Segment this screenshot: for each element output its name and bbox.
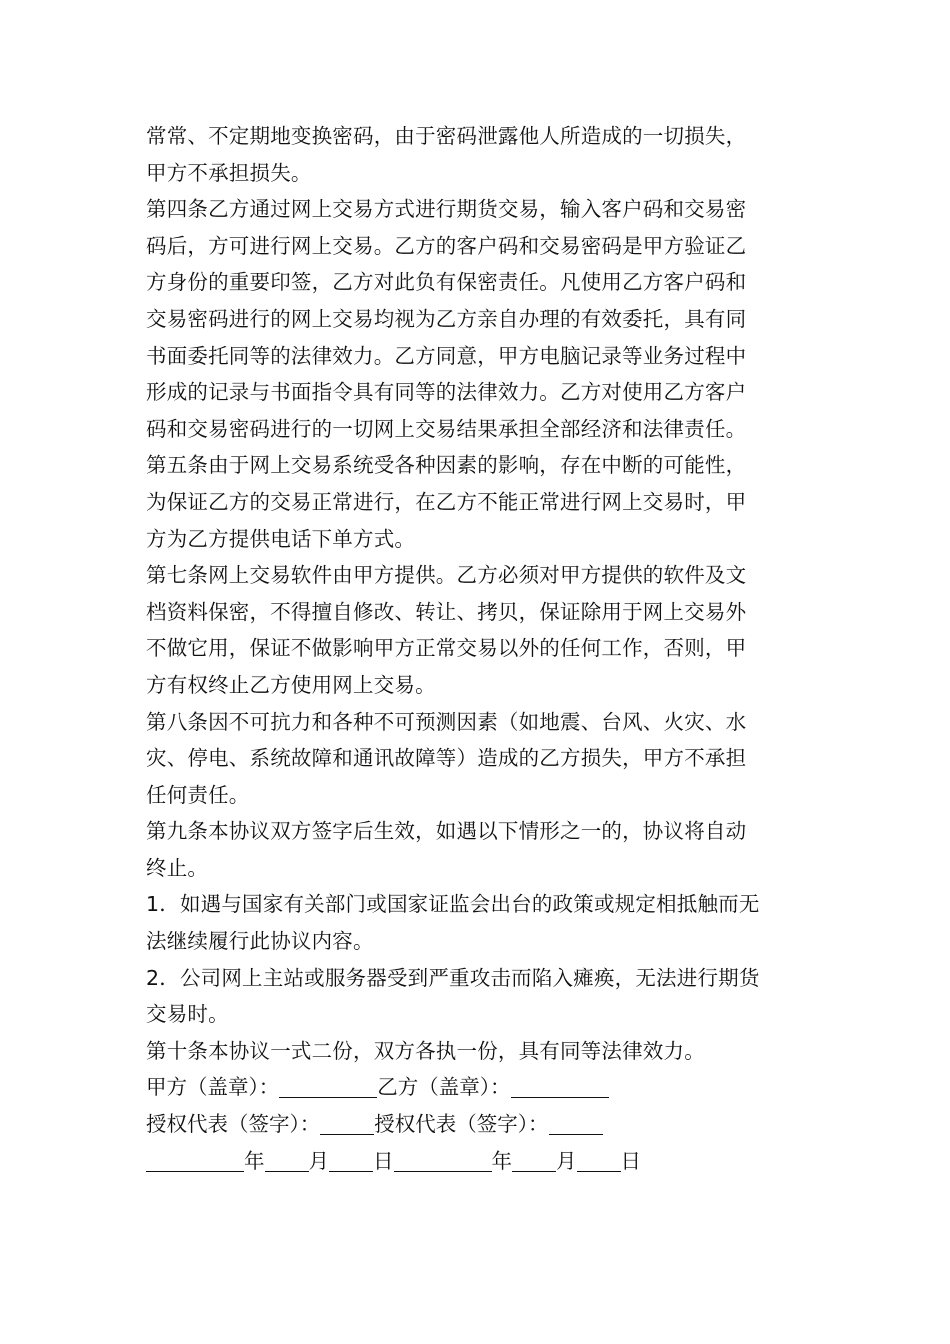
text-line: 档资料保密，不得擅自修改、转让、拷贝，保证除用于网上交易外: [146, 599, 747, 624]
text-line: 法继续履行此协议内容。: [146, 929, 374, 954]
text-line: 任何责任。: [146, 782, 250, 807]
list-item-1-line: 1．如遇与国家有关部门或国家证监会出台的政策或规定相抵触而无: [146, 892, 760, 917]
text-line: 常常、不定期地变换密码，由于密码泄露他人所造成的一切损失，: [146, 124, 747, 148]
text-line: 灾、停电、系统故障和通讯故障等）造成的乙方损失，甲方不承担: [146, 746, 747, 771]
month-label: 月: [308, 1148, 329, 1173]
party-a-day-blank[interactable]: [329, 1147, 373, 1172]
text-line: 书面委托同等的法律效力。乙方同意，甲方电脑记录等业务过程中: [146, 343, 747, 368]
seal-line: [146, 1069, 808, 1106]
text-line: 码和交易密码进行的一切网上交易结果承担全部经济和法律责任。: [146, 416, 747, 441]
list-item-2-line: 2．公司网上主站或服务器受到严重攻击而陷入瘫痪，无法进行期货: [146, 965, 760, 990]
year-label: 年: [244, 1148, 265, 1173]
text-line: 为保证乙方的交易正常进行，在乙方不能正常进行网上交易时，甲: [146, 489, 747, 514]
party-a-year-blank[interactable]: [146, 1147, 244, 1172]
text-line: 码后，方可进行网上交易。乙方的客户码和交易密码是甲方验证乙: [146, 233, 747, 258]
date-line: [146, 1143, 808, 1180]
party-b-rep-blank[interactable]: [549, 1110, 603, 1135]
text-line: 交易时。: [146, 1002, 229, 1027]
year-label: 年: [491, 1148, 512, 1173]
text-line: 终止。: [146, 855, 209, 880]
party-b-seal-blank[interactable]: [511, 1073, 609, 1098]
text-line: 方为乙方提供电话下单方式。: [146, 526, 416, 551]
clause-5-line: 第五条由于网上交易系统受各种因素的影响，存在中断的可能性，: [146, 453, 747, 478]
clause-9-line: 第九条本协议双方签字后生效，如遇以下情形之一的，协议将自动: [146, 819, 747, 844]
party-b-day-blank[interactable]: [577, 1147, 621, 1172]
party-a-seal-blank[interactable]: [279, 1073, 377, 1098]
party-b-seal-label: 乙方（盖章）：: [377, 1075, 511, 1100]
party-a-month-blank[interactable]: [265, 1147, 309, 1172]
party-b-month-blank[interactable]: [512, 1147, 556, 1172]
party-b-rep-label: 授权代表（签字）：: [374, 1112, 549, 1137]
text-line: 不做它用，保证不做影响甲方正常交易以外的任何工作，否则，甲: [146, 636, 747, 661]
text-line: 方身份的重要印签，乙方对此负有保密责任。凡使用乙方客户码和: [146, 270, 747, 295]
month-label: 月: [556, 1148, 577, 1173]
representative-line: [146, 1106, 808, 1143]
clause-8-line: 第八条因不可抗力和各种不可预测因素（如地震、台风、火灾、水: [146, 709, 747, 734]
clause-10-line: 第十条本协议一式二份，双方各执一份，具有同等法律效力。: [146, 1038, 705, 1063]
day-label: 日: [620, 1148, 641, 1173]
clause-7-line: 第七条网上交易软件由甲方提供。乙方必须对甲方提供的软件及文: [146, 563, 747, 588]
party-a-seal-label: 甲方（盖章）：: [146, 1075, 280, 1100]
text-line: 形成的记录与书面指令具有同等的法律效力。乙方对使用乙方客户: [146, 380, 747, 405]
document-body: [146, 118, 808, 1179]
day-label: 日: [373, 1148, 394, 1173]
party-b-year-blank[interactable]: [394, 1147, 492, 1172]
clause-4-line: 第四条乙方通过网上交易方式进行期货交易，输入客户码和交易密: [146, 197, 747, 222]
party-a-rep-blank[interactable]: [320, 1110, 374, 1135]
party-a-rep-label: 授权代表（签字）：: [146, 1112, 321, 1137]
text-line: 交易密码进行的网上交易均视为乙方亲自办理的有效委托，具有同: [146, 306, 747, 331]
text-line: 甲方不承担损失。: [146, 160, 312, 185]
text-line: 方有权终止乙方使用网上交易。: [146, 672, 436, 697]
